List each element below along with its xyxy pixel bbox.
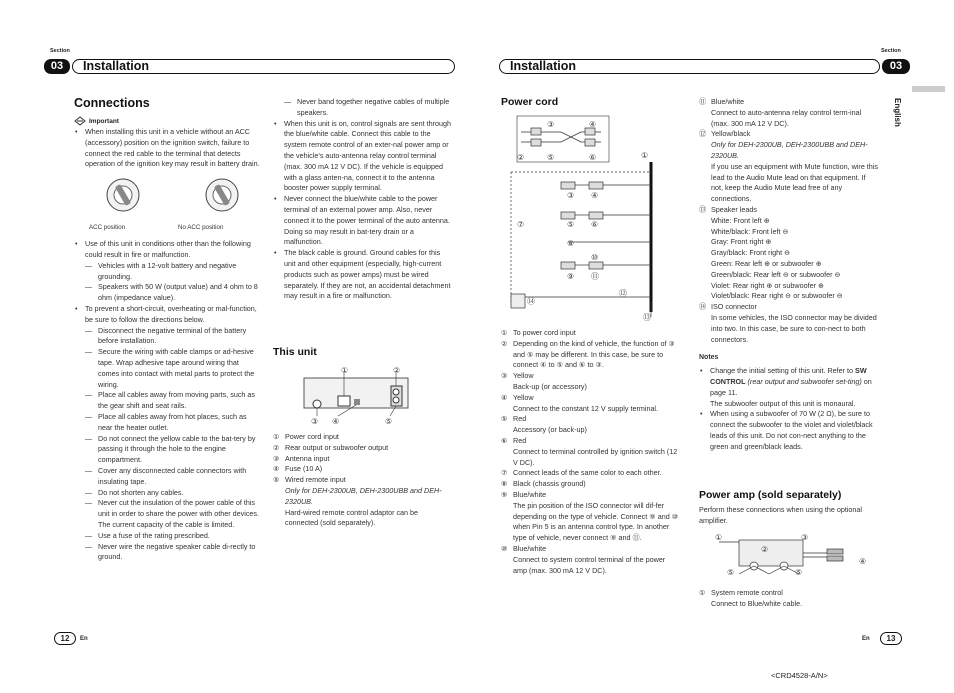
callout-1: ① (715, 533, 723, 542)
callout-4: ④ (859, 557, 867, 566)
language-tab (912, 86, 945, 92)
page-number-left: 12 (54, 632, 76, 645)
note-subwoofer: • When using a subwoofer of 70 W (2 Ω), be sure to connect the subwoofer to the violet and violet/black leads of this unit. Do not con-nect anything to the green and green/black leads. (699, 409, 879, 452)
callout-1: ① (641, 151, 649, 160)
dash-item: — Place all cables away from hot places, such as near the heater outlet. (85, 412, 260, 434)
legend-item: ① To power cord input (501, 328, 576, 337)
legend-item: ③ Yellow Back-up (or accessory) (501, 371, 587, 391)
power-amp-text: Perform these connections when using the optional amplifier. (699, 505, 863, 525)
language-tab-label: English (893, 98, 902, 127)
note-sw-control: • Change the initial setting of this unit. Refer to SW CONTROL (rear output and subwoofer set-ting) on page 11. The subwoofer output of this unit is monaural. (699, 366, 879, 409)
dash-item: — Never cut the insulation of the power cable of this unit in order to share the power with other devices. The current capacity of the cable is limited. (85, 498, 260, 530)
dash-item: — Secure the wiring with cable clamps or ad-hesive tape. Wrap adhesive tape around wiring that comes into contact with metal parts to protect the wiring. (85, 347, 260, 390)
legend-item: ④ Yellow Connect to the constant 12 V supply terminal. (501, 392, 659, 413)
acc-caption: ACC position (89, 224, 126, 232)
callout-5: ⑤ (547, 153, 555, 162)
callout-11: ⑪ (591, 272, 599, 281)
legend-item: ⑧ Black (chassis ground) (501, 479, 586, 489)
column-2 (273, 97, 453, 302)
callout-7: ⑦ (517, 220, 525, 229)
legend-item: ⑭ ISO connector In some vehicles, the ISO connector may be divided into two. In this case, be sure to con-nect to both connectors. (699, 302, 877, 344)
important-row: Important (74, 116, 260, 126)
callout-2: ② (393, 366, 401, 375)
column-1 (74, 96, 260, 563)
legend-item: ⑫ Yellow/black Only for DEH-2300UB, DEH-2300UBB and DEH-2320UB. If you use an equipment with Mute function, wire this lead to the Audio Mute lead on that equipment. If not, keep the Audio Mute lead free of any connections. (699, 129, 878, 204)
page-number-right: 13 (880, 632, 902, 645)
bullet-never-connect: • Never connect the blue/white cable to the power terminal of an external power amp. Also, never connect it to the power terminal of the auto antenna. Doing so may result in bat-tery drain or a malfunction. (273, 194, 453, 248)
callout-5: ⑤ (727, 568, 735, 577)
dash-item: — Do not connect the yellow cable to the bat-tery by passing it through the hole to the engine compartment. (85, 434, 260, 466)
callout-13: ⑬ (643, 313, 651, 322)
callout-6: ⑥ (591, 220, 599, 229)
lang-label-left: En (80, 636, 88, 642)
callout-14: ⑭ (527, 297, 535, 306)
bullet-ground: • The black cable is ground. Ground cables for this unit and other equipment (especially, high-current products such as power amps) must be wired separately. If they are not, an accidental detachment may result in a fire or malfunction. (273, 248, 453, 302)
no-acc-caption: No ACC position (178, 224, 224, 232)
column-4 (699, 97, 879, 453)
legend-item: ⑤ Wired remote input Only for DEH-2300UB, DEH-2300UBB and DEH-2320UB. Hard-wired remote control adaptor can be connected (sold separately). (273, 475, 442, 528)
power-amp-heading: Power amp (sold separately) (699, 489, 842, 501)
section-number-left: 03 (44, 59, 70, 74)
this-unit-heading: This unit (273, 346, 317, 358)
legend-item: ⑪ Blue/white Connect to auto-antenna relay control term-inal (max. 300 mA 12 V DC). (699, 97, 862, 128)
callout-10: ⑩ (591, 253, 599, 262)
dash-item: — Cover any disconnected cable connectors with insulating tape. (85, 466, 260, 488)
section-title-right: Installation (499, 59, 880, 74)
section-label-right: Section (881, 48, 901, 54)
legend-item: ⑥ Red Connect to terminal controlled by ignition switch (12 V DC). (501, 435, 678, 467)
power-amp-diagram (709, 530, 869, 586)
callout-3: ③ (311, 417, 319, 426)
legend-item: ③ Antenna input (273, 453, 330, 463)
callout-6: ⑥ (589, 153, 597, 162)
callout-5: ⑤ (385, 417, 393, 426)
legend-item: ① Power cord input (273, 432, 339, 441)
power-cord-diagram (501, 112, 681, 324)
legend-item: ⑦ Connect leads of the same color to each other. (501, 468, 662, 478)
dash-item: — Vehicles with a 12-volt battery and negative grounding. (85, 261, 260, 283)
power-cord-heading: Power cord (501, 96, 559, 108)
document-code: <CRD4528-A/N> (771, 671, 828, 680)
callout-1: ① (341, 366, 349, 375)
power-amp-legend (699, 588, 879, 610)
callout-3: ③ (801, 533, 809, 542)
callout-5: ⑤ (567, 220, 575, 229)
callout-3: ③ (567, 191, 575, 200)
section-label-left: Section (50, 48, 70, 54)
callout-12: ⑫ (619, 289, 627, 298)
dash-item: — Use a fuse of the rating prescribed. (85, 531, 260, 542)
legend-item: ② Rear output or subwoofer output (273, 442, 389, 452)
dash-item: — Place all cables away from moving parts, such as the gear shift and seat rails. (85, 390, 260, 412)
dash-item: — Never wire the negative speaker cable di-rectly to ground. (85, 542, 260, 564)
callout-2: ② (761, 545, 769, 554)
ignition-switch-illustration (74, 174, 260, 224)
callout-4: ④ (591, 191, 599, 200)
section-title-left: Installation (72, 59, 455, 74)
dash-item: — Never band together negative cables of multiple speakers. (284, 97, 453, 119)
lang-label-right: En (862, 636, 870, 642)
legend-item: ⑤ Red Accessory (or back-up) (501, 414, 587, 435)
legend-item: ④ Fuse (10 A) (273, 464, 323, 474)
callout-9: ⑨ (567, 272, 575, 281)
unit-rear-diagram (296, 364, 416, 430)
legend-item: ⑬ Speaker leads White: Front left ⊕ White/black: Front left ⊖ Gray: Front right ⊕ Gray/black: Front right ⊖ Green: Rear left ⊕ or subwoofer ⊕ Green/black: Rear left ⊖ or subwoofer ⊖ Violet: Rear right ⊕ or subwoofer ⊕ Violet/black: Rear right ⊖ or subwoofer ⊖ (699, 204, 843, 301)
power-cord-legend (501, 328, 681, 576)
section-number-right: 03 (882, 59, 910, 74)
callout-4: ④ (332, 417, 340, 426)
dash-item: — Speakers with 50 W (output value) and 4 ohm to 8 ohm (impedance value). (85, 282, 260, 304)
legend-item: ⑩ Blue/white Connect to system control terminal of the power amp (max. 300 mA 12 V DC). (501, 543, 666, 575)
bullet-acc: • When installing this unit in a vehicle without an ACC (accessory) position on the ignition switch, failure to connect the red cable to the terminal that detects operation of the ignition key may result in battery drain. (74, 127, 260, 170)
unit-legend (273, 432, 453, 529)
important-icon (74, 116, 86, 126)
bullet-conditions: • Use of this unit in conditions other than the following could result in fire or malfunction. — Vehicles with a 12-volt battery and negative grounding. — Speakers with 50 W (output value) and 4 ohm to 8 ohm (impedance value). (74, 239, 260, 304)
callout-5: ⑤ (795, 568, 803, 577)
legend-item: ⑨ Blue/white The pin position of the ISO connector will dif-fer depending on the type of vehicle. Connect ⑨ and ⑩ when Pin 5 is an antenna control type. In another type of vehicle, never connect ⑨ and ⑪. (501, 489, 679, 543)
callout-3: ③ (547, 120, 555, 129)
callout-4: ④ (589, 120, 597, 129)
notes-heading: Notes (699, 354, 719, 362)
callout-2: ② (517, 153, 525, 162)
connections-heading: Connections (74, 96, 150, 110)
dash-item: — Do not shorten any cables. (85, 488, 260, 499)
dash-item: — Disconnect the negative terminal of the battery before installation. (85, 326, 260, 348)
bullet-short-circuit: • To prevent a short-circuit, overheating or mal-function, be sure to follow the directions below. — Disconnect the negative terminal of the battery before installation. — Secure the wiring with cable clamps or ad-hesive tape. Wrap adhesive tape around wiring that comes into contact with metal parts to protect the wiring. — Place all cables away from moving parts, such as the gear shift and seat rails. — Place all cables away from hot places, such as near the heater outlet. — Do not connect the yellow cable to the bat-tery by passing it through the hole to the engine compartment. — Cover any disconnected cable connectors with insulating tape. — Do not shorten any cables. — Never cut the insulation of the power cable of this unit in order to share the power with other devices. The current capacity of the cable is limited. — Use a fuse of the rating prescribed. — Never wire the negative speaker cable di-rectly to ground. (74, 304, 260, 563)
legend-item: ② Depending on the kind of vehicle, the function of ③ and ⑤ may be different. In this case, be sure to connect ④ to ⑤ and ⑥ to ③. (501, 338, 675, 370)
bullet-blue-white: • When this unit is on, control signals are sent through the blue/white cable. Connect this cable to the system remote control of an exter-nal power amp or the vehicle’s auto-antenna relay control terminal (max. 300 mA 12 V DC). If the vehicle is equipped with a glass anten-na, connect it to the antenna booster power supply terminal. (273, 119, 453, 195)
legend-item: ① System remote control Connect to Blue/white cable. (699, 588, 803, 608)
callout-8: ⑧ (567, 239, 575, 248)
